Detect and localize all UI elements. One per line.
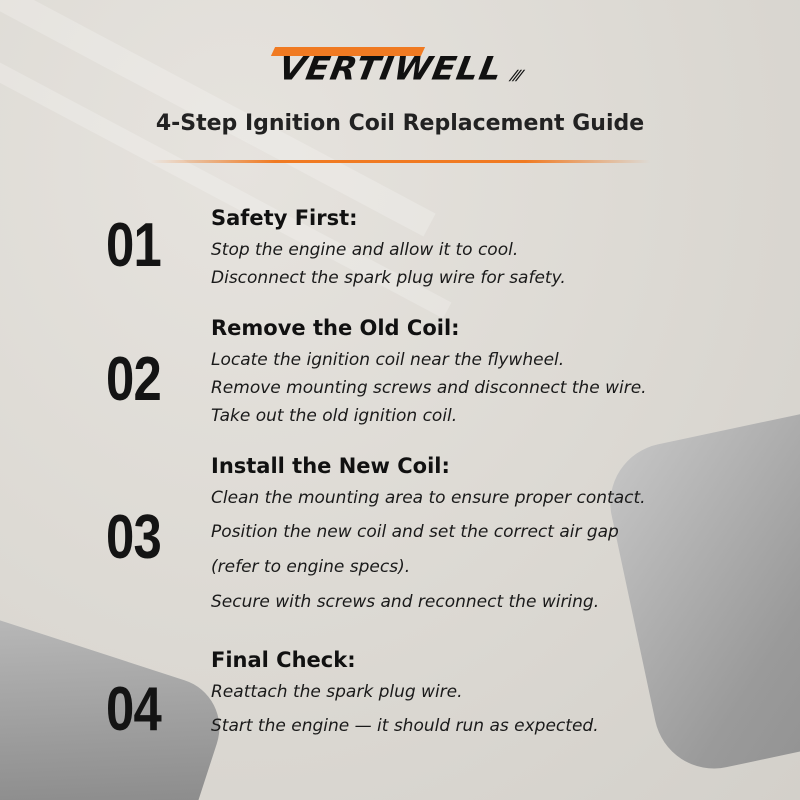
step-line: Reattach the spark plug wire.: [211, 682, 463, 702]
step-line: Start the engine — it should run as expected.: [211, 716, 599, 736]
step-line: Take out the old ignition coil.: [211, 406, 458, 426]
logo-speed-lines-icon: ///: [507, 68, 525, 84]
brand-logo: [0, 44, 800, 94]
title-divider: [150, 160, 650, 163]
step-line: Position the new coil and set the correct air gap: [211, 522, 619, 542]
step-number: 04: [106, 675, 161, 744]
logo-mark: [275, 49, 525, 89]
step-line: Stop the engine and allow it to cool.: [211, 240, 519, 260]
step-number: 02: [106, 345, 161, 414]
decorative-shape-right: [599, 390, 800, 779]
step-line: Disconnect the spark plug wire for safety.: [211, 268, 566, 288]
step-line: Remove mounting screws and disconnect the wire.: [211, 378, 647, 398]
step-line: Locate the ignition coil near the flywheel.: [211, 350, 565, 370]
step-title: Final Check:: [211, 648, 356, 672]
logo-text: VERTIWELL: [275, 50, 506, 88]
page-title: 4-Step Ignition Coil Replacement Guide: [155, 111, 645, 136]
step-line: Secure with screws and reconnect the wiring.: [211, 592, 600, 612]
step-number: 03: [106, 503, 161, 572]
step-title: Remove the Old Coil:: [211, 316, 460, 340]
step-title: Install the New Coil:: [211, 454, 450, 478]
step-line: Clean the mounting area to ensure proper contact.: [211, 488, 646, 508]
step-line: (refer to engine specs).: [211, 557, 411, 577]
step-title: Safety First:: [211, 206, 358, 230]
step-number: 01: [106, 211, 161, 280]
